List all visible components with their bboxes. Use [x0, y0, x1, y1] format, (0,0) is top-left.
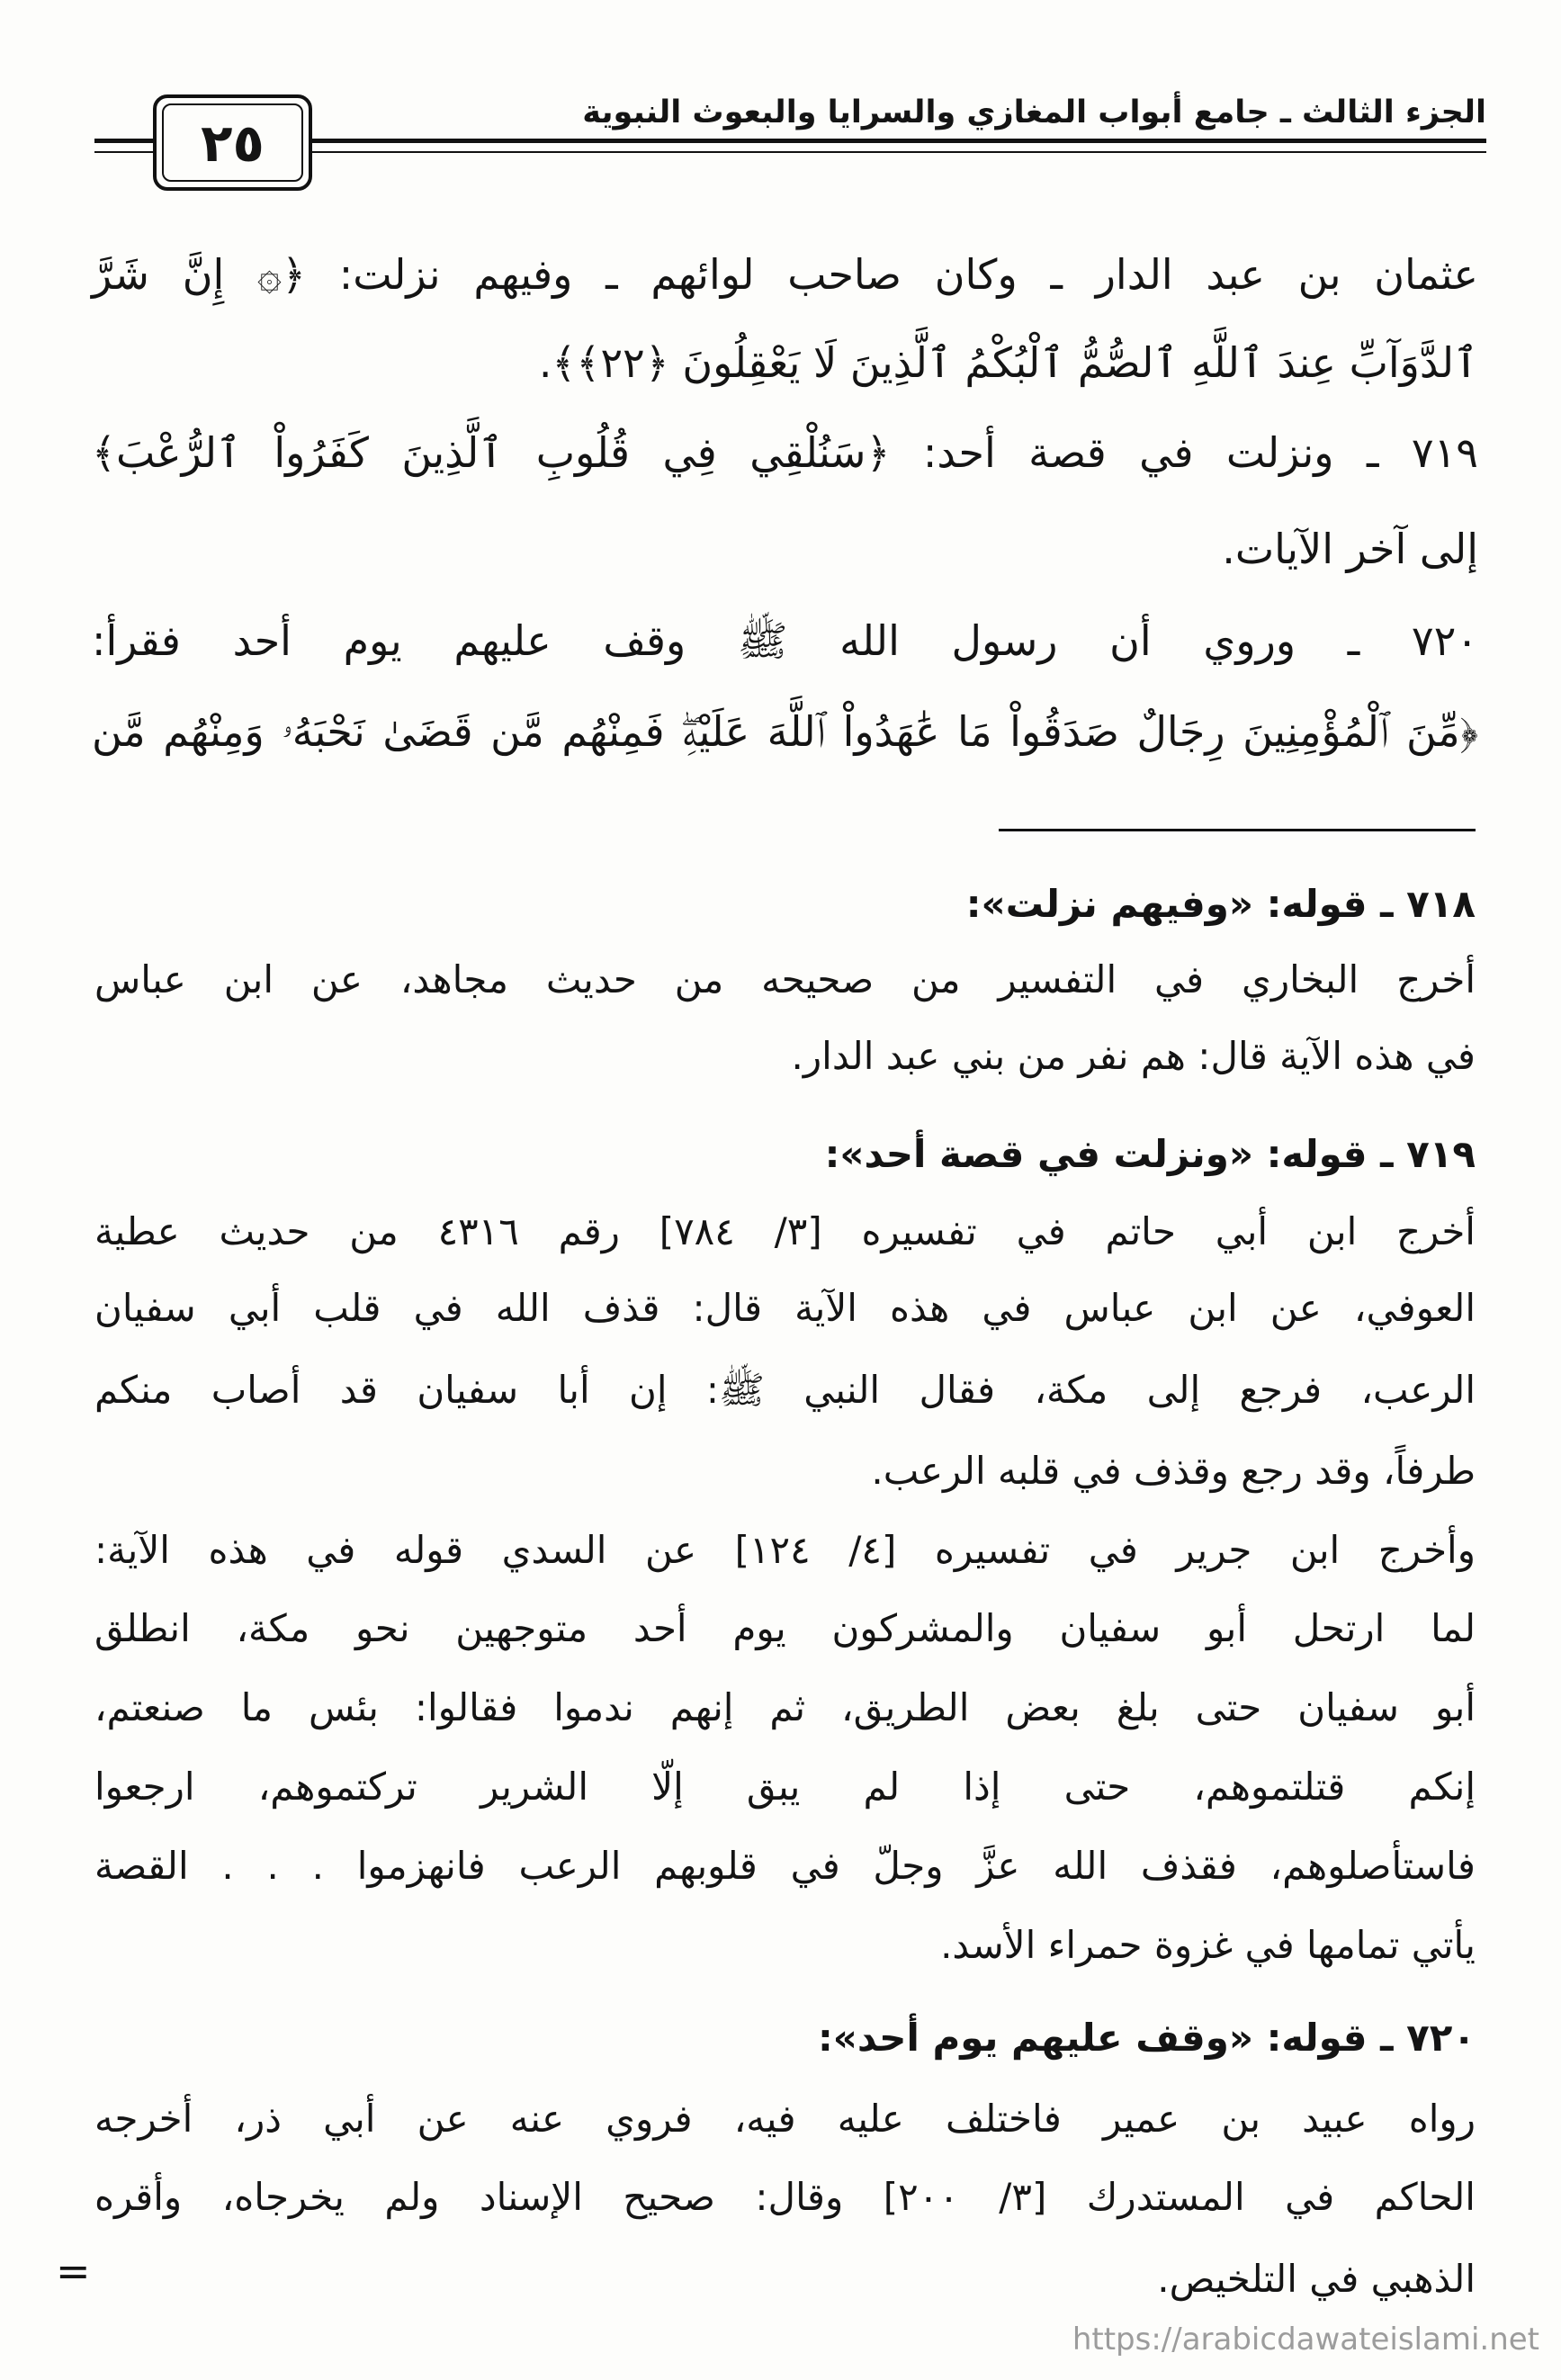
body-text-line: إلى آخر الآيات.: [1222, 525, 1478, 573]
footnote-line: أخرج ابن أبي حاتم في تفسيره [٣/ ٧٨٤] رقم ٤٣١٦ من حديث عطية: [94, 1209, 1476, 1253]
footnote-line: فاستأصلوهم، فقذف الله عزَّ وجلّ في قلوبهم الرعب فانهزموا . . . القصة: [94, 1844, 1476, 1888]
footnote-line: أخرج البخاري في التفسير من صحيحه من حديث مجاهد، عن ابن عباس: [94, 957, 1476, 1001]
footnote-line: أبو سفيان حتى بلغ بعض الطريق، ثم إنهم ندموا فقالوا: بئس ما صنعتم،: [94, 1685, 1476, 1729]
footnote-line: لما ارتحل أبو سفيان والمشركون يوم أحد متوجهين نحو مكة، انطلق: [94, 1606, 1476, 1650]
footnote-line: العوفي، عن ابن عباس في هذه الآية قال: قذف الله في قلب أبي سفيان: [94, 1286, 1476, 1330]
watermark-url: https://arabicdawateislami.net: [1072, 2322, 1539, 2358]
footnote-line: الحاكم في المستدرك [٣/ ٢٠٠] وقال: صحيح الإسناد ولم يخرجاه، وأقره: [94, 2175, 1476, 2219]
footnote-heading: ٧٢٠ ـ قوله: «وقف عليهم يوم أحد»:: [817, 2016, 1476, 2060]
footnote-heading: ٧١٨ ـ قوله: «وفيهم نزلت»:: [965, 882, 1476, 926]
body-text-line: ﴿مِّنَ ٱلْمُؤْمِنِينَ رِجَالٌ صَدَقُواْ مَا عَٰهَدُواْ ٱللَّهَ عَلَيْهِۖ فَمِنْهُم مَّن قَضَىٰ نَحْبَهُۥ وَمِنْهُم مَّن: [92, 707, 1478, 756]
body-text-line: عثمان بن عبد الدار ـ وكان صاحب لوائهم ـ وفيهم نزلت: ﴿۞ إِنَّ شَرَّ: [92, 250, 1478, 299]
footnote-line: طرفاً، وقد رجع وقذف في قلبه الرعب.: [871, 1449, 1476, 1493]
footnote-line: إنكم قتلتموهم، حتى إذا لم يبق إلّا الشرير تركتموهم، ارجعوا: [94, 1765, 1476, 1809]
page-number: ٢٥: [201, 112, 265, 174]
page-number-inner-frame: [162, 103, 303, 182]
footnote-separator: [999, 829, 1476, 831]
running-header-title: الجزء الثالث ـ جامع أبواب المغازي والسرايا والبعوث النبوية: [582, 94, 1486, 130]
body-text-line: ٧٢٠ ـ وروي أن رسول الله ﷺ وقف عليهم يوم أحد فقرأ:: [92, 616, 1478, 665]
body-text-line: ٱلدَّوَآبِّ عِندَ ٱللَّهِ ٱلصُّمُّ ٱلْبُكْمُ ٱلَّذِينَ لَا يَعْقِلُونَ ﴿٢٢﴾﴾.: [538, 338, 1478, 387]
footnote-line: يأتي تمامها في غزوة حمراء الأسد.: [940, 1923, 1476, 1967]
body-text-line: ٧١٩ ـ ونزلت في قصة أحد: ﴿سَنُلْقِي فِي قُلُوبِ ٱلَّذِينَ كَفَرُواْ ٱلرُّعْبَ﴾: [92, 428, 1478, 477]
footnote-line: وأخرج ابن جرير في تفسيره [٤/ ١٢٤] عن السدي قوله في هذه الآية:: [94, 1528, 1476, 1572]
page-number-frame: [153, 94, 312, 191]
footnote-line: الرعب، فرجع إلى مكة، فقال النبي ﷺ: إن أبا سفيان قد أصاب منكم: [94, 1368, 1476, 1412]
footnote-line: في هذه الآية قال: هم نفر من بني عبد الدار.: [791, 1034, 1476, 1078]
footnote-heading: ٧١٩ ـ قوله: «ونزلت في قصة أحد»:: [824, 1132, 1476, 1176]
continuation-mark: =: [56, 2247, 91, 2295]
footnote-line: رواه عبيد بن عمير فاختلف عليه فيه، فروي عنه عن أبي ذر، أخرجه: [94, 2097, 1476, 2141]
footnote-line: الذهبي في التلخيص.: [1157, 2257, 1476, 2301]
